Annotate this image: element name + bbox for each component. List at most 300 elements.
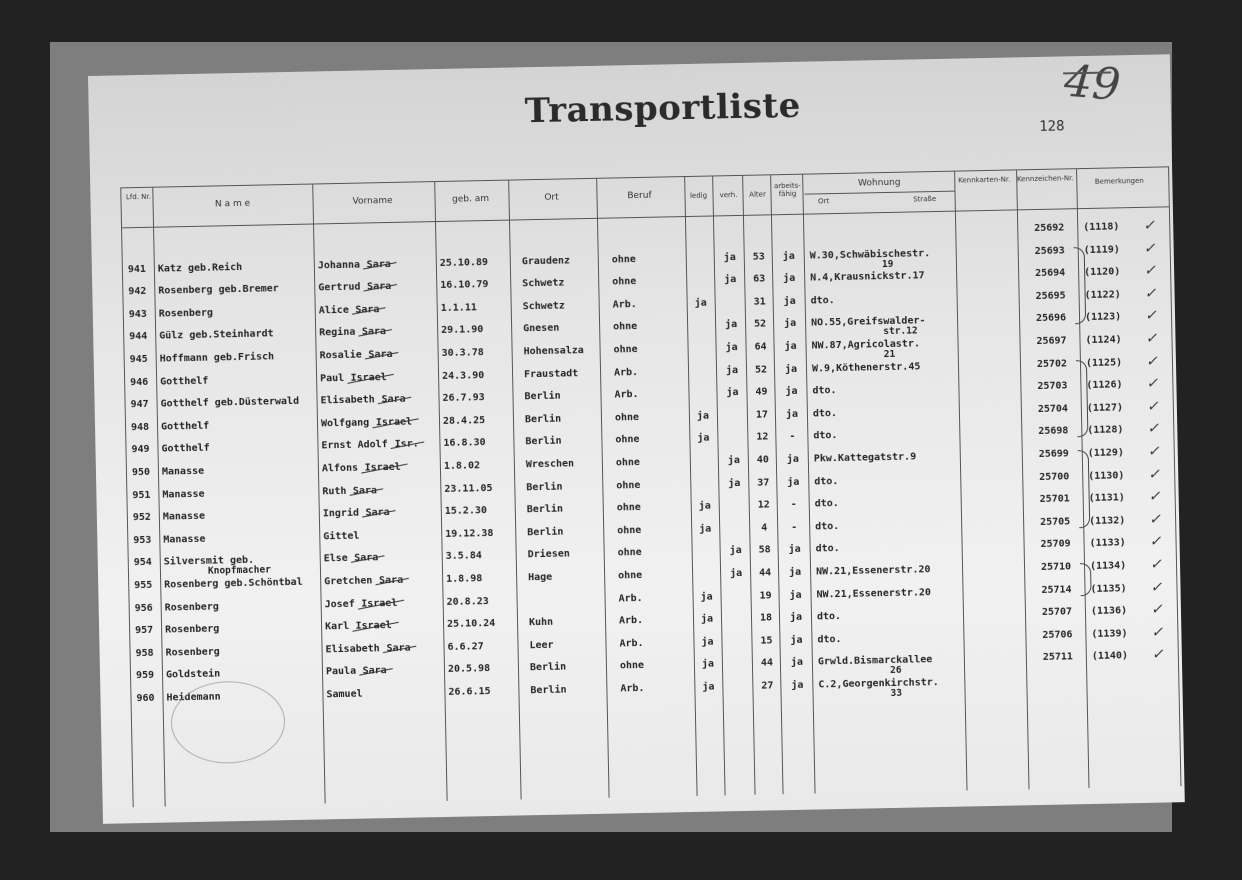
cell-geb: 26.7.93 xyxy=(442,392,485,405)
cell-geb: 3.5.84 xyxy=(445,550,482,563)
cell-beruf: ohne xyxy=(612,276,637,288)
cell-wohnung: dto. xyxy=(810,294,835,307)
cell-name: Gotthelf xyxy=(160,375,209,388)
cell-beruf: ohne xyxy=(614,411,640,424)
header-vorname: Vorname xyxy=(352,195,393,207)
cell-geb: 23.11.05 xyxy=(444,482,493,495)
cell-wohnung: W.30,Schwäbischestr. xyxy=(809,247,931,262)
cell-ledig: ja xyxy=(697,432,710,445)
cell-beruf: ohne xyxy=(617,547,642,559)
cell-alter: 63 xyxy=(753,273,766,285)
cell-ledig: ja xyxy=(702,681,715,693)
cell-geb: 1.8.02 xyxy=(443,460,481,472)
cell-vorname: Karl xyxy=(324,621,350,633)
cell-wohnung: NW.21,Essenerstr.20 xyxy=(816,586,932,601)
cell-beruf: Arb. xyxy=(613,366,639,379)
cell-vorname: Josef xyxy=(324,598,355,610)
cell-kennz: 25706 xyxy=(1042,629,1073,641)
cell-ledig xyxy=(692,568,720,569)
cell-arb: - xyxy=(791,521,798,533)
document-title: Transportliste xyxy=(524,85,802,132)
cell-kennz: 25702 xyxy=(1036,358,1068,370)
family-bracket xyxy=(1078,450,1091,528)
cell-wohnung: NW.21,Essenerstr.20 xyxy=(815,564,931,578)
cell-beruf: ohne xyxy=(613,344,638,356)
header-verh: verh. xyxy=(719,190,738,200)
cell-bem: (1130) xyxy=(1088,469,1125,482)
cell-alter: 49 xyxy=(755,386,768,398)
cell-alter: 53 xyxy=(752,251,765,263)
cell-alter: 37 xyxy=(757,477,770,489)
cell-bem: (1124) xyxy=(1085,334,1122,347)
cell-verh: ja xyxy=(725,342,738,354)
cell-verh: ja xyxy=(729,567,743,580)
cell-vorname: Ingrid xyxy=(322,507,360,520)
cell-wohnung: dto. xyxy=(813,430,838,442)
cell-kennz: 25701 xyxy=(1039,493,1070,506)
check-mark-icon: ✓ xyxy=(1149,556,1162,573)
cell-kennz: 25698 xyxy=(1038,425,1069,438)
cell-nr: 949 xyxy=(131,444,150,456)
cell-vorname: Regina xyxy=(319,327,356,339)
cell-vorname: Gittel xyxy=(323,530,360,543)
cell-ort: Berlin xyxy=(529,661,567,674)
cell-bem: (1133) xyxy=(1089,537,1126,550)
cell-verh: ja xyxy=(729,545,742,557)
cell-verh: ja xyxy=(724,319,738,331)
cell-struck-name: Sara xyxy=(362,665,387,677)
cell-arb: ja xyxy=(791,679,804,692)
cell-wohnung-line2: str.12 xyxy=(883,325,918,338)
cell-ort: Graudenz xyxy=(521,254,571,267)
cell-alter: 19 xyxy=(759,589,772,602)
cell-ort xyxy=(521,232,597,234)
header-alter: Alter xyxy=(749,190,766,199)
cell-arb xyxy=(773,228,803,229)
cell-alter: 18 xyxy=(759,612,773,624)
stamp-circle xyxy=(170,680,286,764)
cell-verh xyxy=(723,636,751,637)
cell-name: Hoffmann geb.Frisch xyxy=(159,351,275,365)
cell-kennz: 25704 xyxy=(1037,403,1069,415)
cell-beruf: Arb. xyxy=(619,637,644,650)
cell-struck-name: Sara xyxy=(368,348,393,361)
cell-name: Gotthelf geb.Düsterwald xyxy=(160,396,300,410)
cell-vorname: Ernst Adolf xyxy=(321,439,388,452)
cell-arb: - xyxy=(789,431,796,443)
check-mark-icon: ✓ xyxy=(1143,240,1156,257)
header-wohnung-ort: Ort xyxy=(818,197,830,206)
check-mark-icon: ✓ xyxy=(1148,511,1162,528)
cell-alter: 31 xyxy=(753,296,766,308)
cell-ort: Berlin xyxy=(526,481,563,493)
cell-struck-name: Sara xyxy=(366,281,392,293)
cell-kennz: 25697 xyxy=(1036,335,1067,348)
cell-arb: ja xyxy=(786,453,799,466)
cell-alter: 40 xyxy=(756,454,769,466)
cell-struck-name: Sara xyxy=(354,552,379,565)
cell-ledig: ja xyxy=(701,658,715,671)
check-mark-icon: ✓ xyxy=(1148,488,1161,505)
cell-kennz: 25699 xyxy=(1038,448,1069,460)
check-mark-icon: ✓ xyxy=(1150,601,1163,618)
cell-ledig: ja xyxy=(701,636,714,648)
cell-ort xyxy=(529,593,605,595)
cell-wohnung: Grwld.Bismarckallee xyxy=(817,654,933,668)
cell-nr: 944 xyxy=(129,331,148,343)
cell-ort: Berlin xyxy=(526,503,564,516)
cell-alter: 15 xyxy=(760,635,773,647)
cell-name: Manasse xyxy=(162,488,205,501)
cell-ledig xyxy=(686,275,714,276)
cell-verh: ja xyxy=(725,364,739,376)
cell-geb: 24.3.90 xyxy=(441,369,485,382)
cell-vorname: Gretchen xyxy=(324,575,373,588)
cell-ort: Berlin xyxy=(524,413,562,426)
check-mark-icon: ✓ xyxy=(1147,443,1160,460)
cell-beruf: ohne xyxy=(616,502,641,514)
family-bracket xyxy=(1074,247,1087,325)
cell-ort: Hohensalza xyxy=(523,345,584,358)
cell-verh xyxy=(722,590,750,591)
cell-verh: ja xyxy=(723,251,736,263)
cell-arb: ja xyxy=(788,544,801,556)
cell-struck-name: Isr. xyxy=(394,438,419,451)
cell-struck-name: Israel xyxy=(350,371,387,384)
cell-geb: 29.1.90 xyxy=(441,324,484,337)
header-wohnung-strasse: Straße xyxy=(913,195,937,204)
cell-geb: 20.5.98 xyxy=(447,663,491,676)
cell-nr: 947 xyxy=(130,399,149,411)
header-geb-am: geb. am xyxy=(451,193,490,205)
cell-name: Rosenberg geb.Schöntbal xyxy=(164,576,303,591)
cell-nr: 946 xyxy=(130,376,149,388)
cell-alter: 64 xyxy=(754,341,767,353)
cell-vorname: Elisabeth xyxy=(320,394,375,407)
cell-ledig xyxy=(685,229,713,230)
cell-wohnung: N.4,Krausnickstr.17 xyxy=(810,270,925,284)
cell-arb: ja xyxy=(784,340,797,353)
cell-vorname: Ruth xyxy=(322,485,347,497)
cell-vorname: Wolfgang xyxy=(320,417,370,430)
cell-nr: 960 xyxy=(136,692,155,705)
cell-ledig xyxy=(687,320,715,321)
cell-verh xyxy=(717,297,745,298)
cell-vorname: Gertrud xyxy=(318,281,361,294)
cell-beruf: ohne xyxy=(615,457,641,469)
cell-beruf xyxy=(611,230,683,231)
cell-beruf: ohne xyxy=(615,434,640,446)
cell-ledig xyxy=(686,252,714,253)
cell-ledig: ja xyxy=(698,500,711,513)
cell-alter: 44 xyxy=(758,567,772,579)
check-mark-icon: ✓ xyxy=(1143,217,1156,234)
cell-verh xyxy=(724,681,752,682)
cell-alter: 12 xyxy=(756,431,769,444)
header-name: N a m e xyxy=(214,198,251,210)
cell-arb: - xyxy=(790,499,797,511)
cell-kennz xyxy=(1030,674,1086,675)
cell-bem: (1131) xyxy=(1088,492,1125,505)
cell-bem: (1135) xyxy=(1090,582,1127,595)
cell-nr: 957 xyxy=(135,624,154,637)
cell-wohnung: W.9,Köthenerstr.45 xyxy=(811,360,921,375)
header-wohnung: Wohnung xyxy=(857,177,901,189)
cell-verh: ja xyxy=(727,454,740,467)
cell-bem: (1132) xyxy=(1089,515,1126,527)
cell-nr: 958 xyxy=(135,647,154,659)
cell-alter xyxy=(745,228,771,229)
cell-bem xyxy=(1092,673,1152,674)
cell-geb: 16.10.79 xyxy=(440,279,489,292)
check-mark-icon: ✓ xyxy=(1147,420,1160,438)
cell-kennz: 25714 xyxy=(1041,583,1072,596)
cell-ledig: ja xyxy=(696,410,710,422)
cell-ort: Berlin xyxy=(527,526,564,539)
check-mark-icon: ✓ xyxy=(1144,307,1157,325)
cell-beruf: ohne xyxy=(617,524,642,537)
cell-ort: Kuhn xyxy=(528,616,554,629)
cell-ledig xyxy=(690,478,718,479)
document-sheet xyxy=(88,54,1185,824)
cell-ledig xyxy=(688,365,716,366)
cell-name-line2: Knopfmacher xyxy=(207,564,271,578)
cell-ledig xyxy=(687,342,715,343)
cell-ort: Schwetz xyxy=(522,277,565,290)
cell-nr: 941 xyxy=(127,263,147,275)
cell-alter: 58 xyxy=(758,544,771,557)
cell-beruf: ohne xyxy=(616,479,641,492)
header-arbeitsfaehig: arbeits-fähig xyxy=(773,181,801,199)
cell-bem: (1120) xyxy=(1084,266,1121,279)
cell-name: Gotthelf xyxy=(161,443,210,455)
cell-arb: ja xyxy=(784,363,798,375)
cell-geb: 30.3.78 xyxy=(441,347,484,359)
cell-geb: 28.4.25 xyxy=(442,414,486,427)
cell-ledig xyxy=(690,455,718,456)
cell-arb: ja xyxy=(783,295,796,307)
cell-name: Katz geb.Reich xyxy=(157,261,243,275)
cell-wohnung: Pkw.Kattegatstr.9 xyxy=(813,451,917,465)
cell-beruf: Arb. xyxy=(618,592,643,605)
cell-kennz: 25709 xyxy=(1040,538,1071,551)
check-mark-icon: ✓ xyxy=(1144,285,1157,302)
cell-ort: Schwetz xyxy=(522,300,565,313)
header-kennkarten: Kennkarten-Nr. xyxy=(958,175,1011,185)
cell-vorname: Johanna xyxy=(317,259,361,272)
check-mark-icon: ✓ xyxy=(1143,262,1157,280)
check-mark-icon: ✓ xyxy=(1146,375,1159,393)
cell-geb: 25.10.24 xyxy=(446,618,496,631)
cell-wohnung: dto. xyxy=(812,407,838,420)
cell-arb: ja xyxy=(783,318,797,330)
cell-geb: 1.8.98 xyxy=(446,573,483,585)
cell-bem: (1122) xyxy=(1084,289,1121,301)
cell-nr: 942 xyxy=(128,286,147,298)
cell-name: Silversmit geb. xyxy=(163,555,255,568)
cell-geb xyxy=(439,234,509,235)
cell-geb: 16.8.30 xyxy=(443,437,486,450)
cell-geb: 20.8.23 xyxy=(446,595,489,608)
cell-alter: 52 xyxy=(754,364,768,376)
cell-bem: (1118) xyxy=(1083,221,1120,234)
cell-arb: ja xyxy=(790,634,803,646)
check-mark-icon: ✓ xyxy=(1149,533,1162,551)
cell-alter: 27 xyxy=(761,680,774,692)
cell-name: Manasse xyxy=(162,510,206,523)
cell-name: Goldstein xyxy=(165,668,221,681)
cell-struck-name: Israel xyxy=(364,461,401,474)
cell-struck-name: Israel xyxy=(375,416,413,429)
cell-arb: ja xyxy=(787,476,800,488)
cell-kennz: 25692 xyxy=(1034,222,1065,235)
cell-beruf: Arb. xyxy=(614,389,639,401)
cell-name: Manasse xyxy=(161,465,205,478)
cell-wohnung: dto. xyxy=(814,475,839,488)
cell-wohnung: dto. xyxy=(815,520,840,533)
cell-arb: ja xyxy=(789,589,802,601)
header-ort: Ort xyxy=(544,192,559,203)
cell-wohnung: dto. xyxy=(815,543,840,555)
cell-kennz: 25707 xyxy=(1041,606,1073,619)
header-bemerkungen: Bemerkungen xyxy=(1094,176,1144,186)
check-mark-icon: ✓ xyxy=(1148,466,1161,483)
cell-bem: (1126) xyxy=(1086,379,1123,392)
cell-kennz: 25694 xyxy=(1034,267,1066,280)
cell-struck-name: Sara xyxy=(352,484,378,497)
cell-nr: 955 xyxy=(134,579,153,592)
cell-geb: 25.10.89 xyxy=(439,256,489,269)
cell-vorname: Elisabeth xyxy=(325,643,380,656)
family-bracket xyxy=(1076,360,1089,438)
cell-bem: (1139) xyxy=(1091,628,1128,640)
header-beruf: Beruf xyxy=(627,190,652,202)
cell-wohnung: dto. xyxy=(816,611,842,623)
cell-geb: 26.6.15 xyxy=(448,686,491,698)
cell-wohnung: C.2,Georgenkirchstr. xyxy=(818,677,939,691)
cell-ort: Gnesen xyxy=(523,322,560,335)
cell-struck-name: Sara xyxy=(381,393,406,406)
check-mark-icon: ✓ xyxy=(1145,353,1158,370)
cell-name: Rosenberg xyxy=(165,646,220,659)
cell-bem: (1129) xyxy=(1087,447,1125,460)
cell-nr: 950 xyxy=(131,466,151,479)
cell-name: Manasse xyxy=(163,533,206,546)
cell-ledig: ja xyxy=(700,591,713,603)
cell-ledig xyxy=(692,546,720,547)
cell-vorname: Else xyxy=(323,553,348,565)
cell-arb: ja xyxy=(789,611,803,624)
cell-struck-name: Sara xyxy=(378,574,404,587)
cell-ort: Driesen xyxy=(527,548,570,561)
cell-wohnung-line2: 19 xyxy=(881,258,894,270)
cell-kennz: 25703 xyxy=(1037,380,1068,393)
cell-geb: 19.12.38 xyxy=(445,527,494,540)
cell-nr: 951 xyxy=(132,489,151,501)
cell-struck-name: Israel xyxy=(355,620,392,632)
cell-bem: (1119) xyxy=(1083,243,1120,256)
cell-beruf: ohne xyxy=(611,253,636,266)
cell-verh: ja xyxy=(724,274,737,286)
cell-ort: Leer xyxy=(529,639,554,652)
cell-vorname: Samuel xyxy=(326,688,363,701)
check-mark-icon: ✓ xyxy=(1151,624,1164,641)
cell-verh xyxy=(715,229,743,230)
cell-verh: ja xyxy=(726,387,739,399)
cell-vorname: Alfons xyxy=(321,462,359,475)
cell-verh xyxy=(721,500,749,501)
cell-bem: (1127) xyxy=(1086,402,1124,414)
cell-alter: 12 xyxy=(757,499,770,511)
cell-verh xyxy=(723,613,751,614)
cell-beruf: Arb. xyxy=(620,682,645,695)
cell-bem: (1125) xyxy=(1085,356,1123,369)
cell-bem: (1136) xyxy=(1090,605,1128,618)
cell-alter: 4 xyxy=(761,522,768,534)
cell-kennz: 25711 xyxy=(1042,651,1074,664)
cell-name: Rosenberg xyxy=(164,601,219,614)
cell-vorname: Paul xyxy=(320,372,345,384)
cell-ledig: ja xyxy=(699,523,712,535)
cell-struck-name: Sara xyxy=(361,326,387,338)
cell-nr: 952 xyxy=(132,512,152,524)
cell-nr: 953 xyxy=(133,534,152,546)
cell-ort: Berlin xyxy=(525,435,562,448)
check-mark-icon: ✓ xyxy=(1145,330,1158,347)
cell-nr: 948 xyxy=(130,421,150,434)
cell-arb: ja xyxy=(783,273,796,285)
cell-arb: ja xyxy=(790,657,804,669)
cell-struck-name: Sara xyxy=(355,303,380,316)
cell-ort: Berlin xyxy=(530,684,567,697)
cell-name: Rosenberg xyxy=(158,307,214,320)
cell-vorname: Rosalie xyxy=(319,349,362,362)
cell-vorname: Alice xyxy=(318,304,349,317)
cell-kennz: 25700 xyxy=(1039,470,1070,483)
cell-bem: (1140) xyxy=(1091,650,1129,663)
check-mark-icon: ✓ xyxy=(1146,398,1159,415)
cell-verh xyxy=(724,658,752,659)
cell-beruf: ohne xyxy=(619,660,645,672)
cell-nr: 956 xyxy=(134,602,153,614)
cell-struck-name: Israel xyxy=(361,597,398,610)
cell-beruf: Arb. xyxy=(612,298,637,311)
cell-struck-name: Sara xyxy=(366,258,391,271)
cell-beruf: ohne xyxy=(618,569,643,582)
cell-ort: Fraustadt xyxy=(523,367,579,380)
table-header-rule xyxy=(121,206,1169,228)
cell-bem: (1128) xyxy=(1087,424,1124,437)
cell-ledig xyxy=(688,388,716,389)
cell-alter: 17 xyxy=(755,409,769,421)
cell-struck-name: Sara xyxy=(386,642,411,654)
family-bracket xyxy=(1080,563,1092,596)
cell-wohnung: dto. xyxy=(812,385,837,397)
cell-wohnung xyxy=(809,225,959,228)
cell-name: Rosenberg geb.Bremer xyxy=(158,283,279,297)
cell-nr: 943 xyxy=(128,308,147,321)
header-lfd-nr: Lfd. Nr. xyxy=(125,192,152,202)
cell-geb: 6.6.27 xyxy=(447,640,484,653)
cell-arb: ja xyxy=(782,250,795,262)
cell-wohnung: NO.55,Greifswalder- xyxy=(811,315,926,329)
cell-wohnung-line2: 21 xyxy=(883,348,896,361)
cell-arb: ja xyxy=(785,408,799,420)
cell-nr xyxy=(121,241,151,242)
cell-ort: Berlin xyxy=(524,390,561,403)
cell-verh xyxy=(721,523,749,524)
check-mark-icon: ✓ xyxy=(1150,579,1163,596)
